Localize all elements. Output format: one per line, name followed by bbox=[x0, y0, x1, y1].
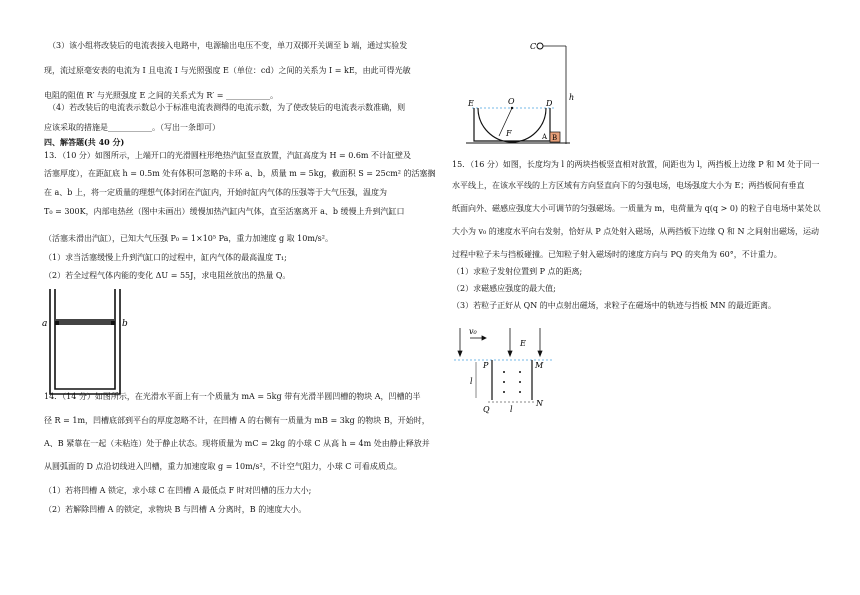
q15-line3: 纸面向外、磁感应强度大小可调节的匀强磁场。一质量为 m，电荷量为 q(q > 0) 的粒子自电场中某处以 bbox=[452, 204, 821, 213]
q12-part3-line3: 电阻的阻值 R′ 与光照强度 E 之间的关系式为 R′ = ___________。 bbox=[44, 91, 279, 100]
q12-part3-line2: 现，流过原毫安表的电流为 I 且电流 I 与光照强度 E（单位：cd）之间的关系为 I = kE，由此可得光敏 bbox=[44, 66, 411, 75]
q14-sub2: （2）若解除凹槽 A 的锁定，求物块 B 与凹槽 A 分离时，B 的速度大小。 bbox=[44, 505, 307, 514]
label-l-bottom: l bbox=[510, 405, 513, 414]
q15-line4: 大小为 v₀ 的速度水平向右发射，恰好从 P 点处射入磁场，从两挡板下边缘 Q 和 N 之间射出磁场，运动 bbox=[452, 227, 820, 236]
label-h: h bbox=[569, 93, 575, 102]
label-A: A bbox=[542, 133, 548, 141]
label-C: C bbox=[530, 42, 537, 51]
ball-c bbox=[537, 43, 543, 49]
label-N: N bbox=[536, 399, 543, 408]
q14-line4: 从圆弧面的 D 点沿切线进入凹槽，重力加速度取 g = 10m/s²，不计空气阻力，小球 C 可看成质点。 bbox=[44, 462, 402, 471]
q15-field-figure bbox=[452, 322, 562, 418]
q14-line3: A、B 紧靠在一起（未粘连）处于静止状态。现将质量为 mC = 2kg 的小球 C 从高 h = 4m 处由静止释放并 bbox=[44, 439, 430, 448]
q14-line1: 14．（14 分）如图所示，在光滑水平面上有一个质量为 mA = 5kg 带有光滑半圆凹槽的物块 A，凹槽的半 bbox=[44, 392, 421, 401]
q14-line2: 径 R = 1m，凹槽底部到平台的厚度忽略不计，在凹槽 A 的右侧有一质量为 mB = 3kg 的物块 B，开始时， bbox=[44, 416, 430, 425]
q13-line5: （活塞未滑出汽缸），已知大气压强 P₀ = 1×10⁵ Pa，重力加速度 g 取 10m/s²。 bbox=[44, 234, 333, 243]
q15-line5: 过程中粒子未与挡板碰撞。已知粒子射入磁场时的速度方向与 PQ 的夹角为 60°，不计重力。 bbox=[452, 250, 782, 259]
q12-part4-line1: （4）若改装后的电流表示数总小于标准电流表测得的电流示数，为了使改装后的电流表示数准确，则 bbox=[48, 103, 406, 112]
q13-line4: T₀ = 300K，内部电热丝（图中未画出）缓慢加热汽缸内气体，直至活塞离开 a、b 缓慢上升到汽缸口 bbox=[44, 207, 405, 216]
label-O: O bbox=[508, 97, 515, 106]
q15-sub2: （2）求磁感应强度的最大值; bbox=[452, 284, 556, 293]
q13-sub1: （1）求当活塞缓慢上升到汽缸口的过程中，缸内气体的最高温度 T₁; bbox=[44, 253, 287, 262]
label-F: F bbox=[506, 129, 512, 138]
q15-line1: 15．（16 分）如图，长度均为 l 的两块挡板竖直相对放置，间距也为 l，两挡板上边缘 P 和 M 处于同一 bbox=[452, 160, 820, 169]
q14-groove-figure bbox=[462, 38, 582, 150]
label-b: b bbox=[122, 319, 128, 329]
label-P: P bbox=[483, 361, 489, 370]
piston bbox=[55, 319, 115, 325]
label-a: a bbox=[42, 319, 48, 329]
q15-sub1: （1）求粒子发射位置到 P 点的距离; bbox=[452, 267, 583, 276]
label-B: B bbox=[552, 134, 558, 142]
label-Q: Q bbox=[483, 405, 490, 414]
label-v0: v₀ bbox=[469, 327, 477, 336]
label-E-field: E bbox=[520, 339, 526, 348]
q12-part3-line1: （3）该小组将改装后的电流表接入电路中，电源输出电压不变，单刀双掷开关调至 b 端，通过实验发 bbox=[48, 41, 408, 50]
label-D: D bbox=[546, 99, 553, 108]
section-heading-answers: 四、解答题(共 40 分) bbox=[44, 137, 125, 147]
q13-line2: 活塞厚度），在距缸底 h = 0.5m 处有体积可忽略的卡环 a、b，质量 m = 5kg，截面积 S = 25cm² 的活塞搁 bbox=[44, 169, 436, 178]
q13-line3: 在 a、b 上，将一定质量的理想气体封闭在汽缸内，开始时缸内气体的压强等于大气压强，温度为 bbox=[44, 188, 387, 197]
q13-line1: 13．（10 分）如图所示，上端开口的光滑圆柱形绝热汽缸竖直放置，汽缸高度为 H = 0.6m 不计缸壁及 bbox=[44, 151, 412, 160]
q15-sub3: （3）若粒子正好从 QN 的中点射出磁场，求粒子在磁场中的轨迹与挡板 MN 的最近距离。 bbox=[452, 301, 777, 310]
label-E: E bbox=[468, 99, 474, 108]
label-l-side: l bbox=[470, 377, 473, 386]
q15-line2: 水平线上，在该水平线的上方区域有方向竖直向下的匀强电场，电场强度大小为 E；两挡板间有垂直 bbox=[452, 181, 805, 190]
q13-sub2: （2）若全过程气体内能的变化 ΔU = 55J，求电阻丝放出的热量 Q。 bbox=[44, 271, 291, 280]
label-M: M bbox=[535, 361, 544, 370]
q12-part4-line2: 应该采取的措施是___________。（写出一条即可） bbox=[44, 123, 220, 132]
q13-cylinder-figure bbox=[40, 284, 130, 399]
q14-sub1: （1）若将凹槽 A 锁定，求小球 C 在凹槽 A 最低点 F 时对凹槽的压力大小; bbox=[44, 486, 312, 495]
